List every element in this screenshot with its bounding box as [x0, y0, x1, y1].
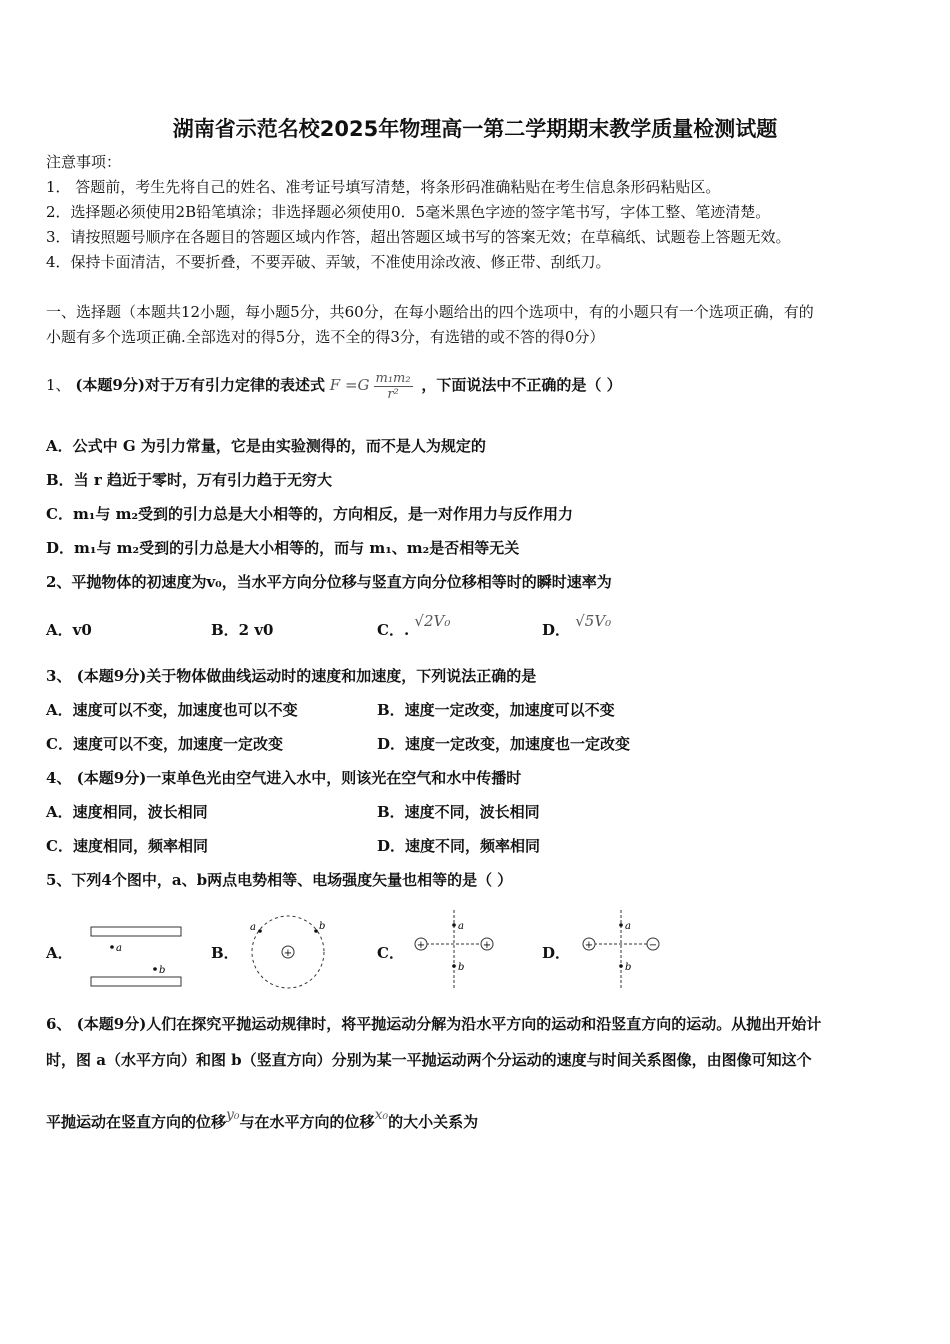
- q6-line3-part3: 的大小关系为: [388, 1113, 479, 1131]
- upper-plate: [91, 927, 181, 936]
- question-6-line1: 6、 (本题9分)人们在探究平抛运动规律时，将平抛运动分解为沿水平方向的运动和沿竖直方向的运动。从抛出开始计: [46, 1015, 822, 1033]
- q1-stem-text: 对于万有引力定律的表述式: [144, 376, 325, 394]
- question-6-line3: [46, 1107, 479, 1133]
- q5-option-b-label: B．: [211, 944, 239, 962]
- point-a: [258, 929, 262, 933]
- label-b: b: [159, 965, 166, 976]
- q1-option-b: B．当 r 趋近于零时，万有引力趋于无穷大: [46, 471, 333, 489]
- q6-line3-part2: 与在水平方向的位移: [239, 1113, 375, 1131]
- point-b: [314, 929, 318, 933]
- negative-charge-sign: −: [648, 940, 658, 951]
- q2-option-a: A．v0: [46, 621, 92, 639]
- label-a: a: [458, 921, 464, 932]
- q6-x0: x₀: [374, 1107, 389, 1123]
- notice-item-3: 3．请按照题号顺序在各题目的答题区域内作答，超出答题区域书写的答案无效；在草稿纸、试题卷上答题无效。: [46, 228, 791, 246]
- point-b: [619, 964, 623, 968]
- q1-option-a: A．公式中 G 为引力常量，它是由实验测得的，而不是人为规定的: [46, 437, 486, 455]
- q1-option-d: D．m₁与 m₂受到的引力总是大小相等的，而与 m₁、m₂是否相等无关: [46, 539, 520, 557]
- q2-option-b: B．2 v0: [211, 621, 274, 639]
- section-heading-line2: 小题有多个选项正确.全部选对的得5分，选不全的得3分，有选错的或不答的得0分）: [46, 328, 605, 346]
- q4-option-b: B．速度不同，波长相同: [377, 803, 540, 821]
- point-a: [619, 923, 623, 927]
- q4-option-c: C．速度相同，频率相同: [46, 837, 208, 855]
- label-a: a: [625, 921, 631, 932]
- q3-option-c: C．速度可以不变，加速度一定改变: [46, 735, 283, 753]
- point-a: [452, 923, 456, 927]
- point-a: [110, 945, 114, 949]
- point-b: [153, 967, 157, 971]
- q5-option-d-label: D．: [542, 944, 571, 962]
- question-3-stem: 3、 (本题9分)关于物体做曲线运动时的速度和加速度，下列说法正确的是: [46, 667, 537, 685]
- positive-charge-sign: +: [584, 940, 594, 951]
- q3-option-a: A．速度可以不变，加速度也可以不变: [46, 701, 298, 719]
- notice-heading: 注意事项：: [46, 153, 122, 171]
- left-charge-sign: +: [416, 940, 426, 951]
- q4-option-a: A．速度相同，波长相同: [46, 803, 208, 821]
- q6-y0: y₀: [226, 1107, 240, 1123]
- q5-diagram-d: [576, 908, 668, 992]
- notice-item-4: 4．保持卡面清洁，不要折叠，不要弄破、弄皱，不准使用涂改液、修正带、刮纸刀。: [46, 253, 611, 271]
- q3-option-b: B．速度一定改变，加速度可以不变: [377, 701, 615, 719]
- question-4-stem: 4、 (本题9分)一束单色光由空气进入水中，则该光在空气和水中传播时: [46, 769, 522, 787]
- notice-item-2: 2．选择题必须使用2B铅笔填涂；非选择题必须使用0．5毫米黑色字迹的签字笔书写，字体工整、笔迹清楚。: [46, 203, 771, 221]
- formula-denominator: r²: [387, 386, 399, 402]
- section-heading-line1: 一、选择题（本题共12小题，每小题5分，共60分，在每小题给出的四个选项中，有的小题只有一个选项正确，有的: [46, 303, 814, 321]
- formula-lhs: F =G: [329, 376, 370, 394]
- label-b: b: [458, 962, 465, 973]
- q5-diagram-c: [408, 908, 498, 992]
- label-a: a: [116, 943, 122, 954]
- q1-score: (本题9分): [75, 376, 145, 394]
- q2-option-c-label: C．.: [377, 621, 410, 639]
- label-b: b: [319, 921, 326, 932]
- page-title: 湖南省示范名校2025年物理高一第二学期期末教学质量检测试题: [172, 117, 778, 141]
- formula-numerator: m₁m₂: [375, 370, 411, 386]
- question-5-stem: 5、下列4个图中，a、b两点电势相等、电场强度矢量也相等的是（ ）: [46, 871, 513, 889]
- q4-option-d: D．速度不同，频率相同: [377, 837, 541, 855]
- label-b: b: [625, 962, 632, 973]
- q5-diagram-b: [240, 912, 335, 992]
- q2-option-c: [377, 612, 451, 640]
- q1-prefix: 1、: [46, 376, 71, 394]
- q5-diagram-a: [85, 920, 190, 992]
- q6-line3-part1: 平抛运动在竖直方向的位移: [46, 1113, 227, 1131]
- center-charge-sign: +: [283, 948, 293, 959]
- lower-plate: [91, 977, 181, 986]
- notice-item-1: 1． 答题前，考生先将自己的姓名、准考证号填写清楚，将条形码准确粘贴在考生信息条形码粘贴区。: [46, 178, 721, 196]
- label-a: a: [250, 922, 256, 933]
- q5-option-a-label: A．: [46, 944, 73, 962]
- q2-option-d-value: √5V₀: [575, 612, 612, 630]
- q3-option-d: D．速度一定改变，加速度也一定改变: [377, 735, 631, 753]
- gravitation-formula: [329, 370, 417, 402]
- q5-option-c-label: C．: [377, 944, 404, 962]
- q2-option-d-label: D．: [542, 621, 571, 639]
- q2-option-d: [542, 612, 612, 640]
- question-6-line2: 时，图 a（水平方向）和图 b（竖直方向）分别为某一平抛运动两个分运动的速度与时间关系图像，由图像可知这个: [46, 1051, 812, 1069]
- question-2-stem: 2、平抛物体的初速度为v₀，当水平方向分位移与竖直方向分位移相等时的瞬时速率为: [46, 573, 612, 591]
- q1-option-c: C．m₁与 m₂受到的引力总是大小相等的，方向相反，是一对作用力与反作用力: [46, 505, 574, 523]
- q2-option-c-value: √2V₀: [414, 612, 451, 630]
- question-1-stem: [46, 367, 622, 403]
- point-b: [452, 964, 456, 968]
- q1-tail: ，下面说法中不正确的是（ ）: [421, 376, 622, 394]
- right-charge-sign: +: [482, 940, 492, 951]
